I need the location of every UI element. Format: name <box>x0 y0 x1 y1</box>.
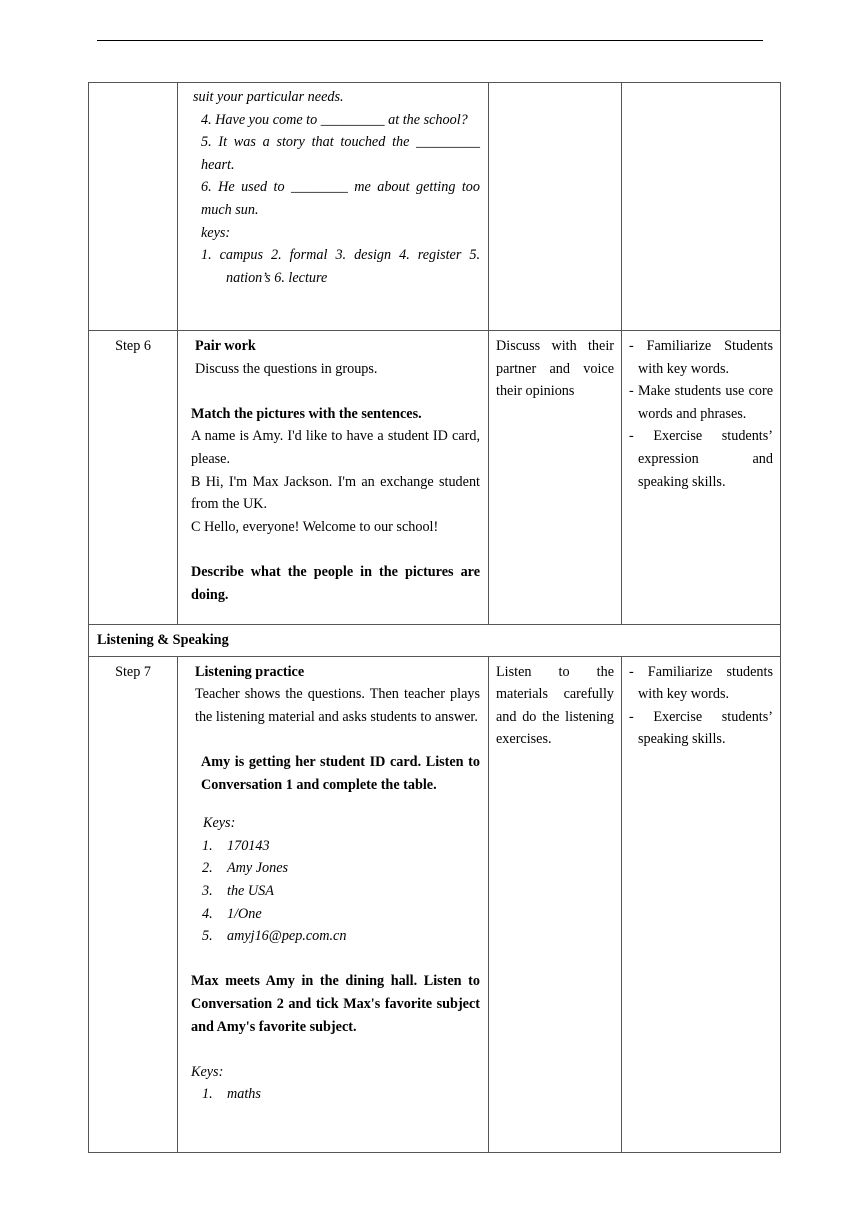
key-item: 3. the USA <box>202 882 274 899</box>
keys-label: keys: <box>201 224 231 241</box>
header-rule <box>97 40 763 41</box>
key-item: 5. amyj16@pep.com.cn <box>202 928 347 945</box>
activity-intro: Teacher shows the questions. Then teacher plays the listening material and asks students to answer. <box>195 686 480 725</box>
objective-cell <box>622 656 781 1152</box>
table-row <box>89 83 781 331</box>
sentence-item: A name is Amy. I'd like to have a student ID card, please. <box>191 428 480 467</box>
key-item: 1. 170143 <box>202 837 270 854</box>
step-label: Step 7 <box>89 656 178 1152</box>
exercise-item: 4. Have you come to _________ at the school? <box>201 111 468 128</box>
step-label: Step 6 <box>89 331 178 625</box>
task-heading: Describe what the people in the pictures are doing. <box>191 563 480 603</box>
sentence-item: B Hi, I'm Max Jackson. I'm an exchange student from the UK. <box>191 473 480 513</box>
activity-cell <box>178 83 489 331</box>
objective-item: - Exercise students’ speaking skills. <box>629 708 773 748</box>
exercise-item: 5. It was a story that touched the _________ heart. <box>201 134 480 173</box>
activity-line: suit your particular needs. <box>193 89 344 105</box>
activity-heading: Pair work <box>195 338 256 354</box>
objective-item: - Familiarize Students with key words. <box>629 338 773 377</box>
section-title: Listening & Speaking <box>89 625 781 657</box>
key-item: 2. Amy Jones <box>202 860 289 877</box>
objective-item: - Make students use core words and phrases. <box>629 383 773 422</box>
student-activity-cell: Discuss with their partner and voice their opinions <box>489 331 622 625</box>
task-heading: Amy is getting her student ID card. Listen to Conversation 1 and complete the table. <box>201 753 480 793</box>
activity-intro: Discuss the questions in groups. <box>195 360 378 377</box>
objective-cell <box>622 83 781 331</box>
step-cell <box>89 83 178 331</box>
key-item: 1. maths <box>202 1086 261 1103</box>
table-row <box>89 331 781 625</box>
objective-item: - Exercise students’ expression and speaking skills. <box>629 428 773 490</box>
sentence-item: C Hello, everyone! Welcome to our school! <box>191 518 439 535</box>
student-activity-cell: Listen to the materials carefully and do the listening exercises. <box>489 656 622 1152</box>
task-heading: Match the pictures with the sentences. <box>191 405 422 422</box>
activity-heading: Listening practice <box>195 663 305 680</box>
keys-answers: 1. campus 2. formal 3. design 4. register 5. nation’s 6. lecture <box>201 247 480 286</box>
exercise-item: 6. He used to ________ me about getting too much sun. <box>201 179 480 218</box>
lesson-plan-table <box>88 82 781 1153</box>
key-item: 4. 1/One <box>202 905 262 922</box>
keys-label: Keys: <box>203 815 236 832</box>
objective-cell <box>622 331 781 625</box>
objective-item: - Familiarize students with key words. <box>629 663 773 703</box>
table-row <box>89 625 781 657</box>
table-row <box>89 656 781 1152</box>
task-heading: Max meets Amy in the dining hall. Listen to Conversation 2 and tick Max's favorite subject and Amy's favorite subject. <box>191 973 480 1035</box>
student-activity-cell <box>489 83 622 331</box>
keys-label: Keys: <box>191 1063 224 1080</box>
activity-cell <box>178 656 489 1152</box>
activity-cell <box>178 331 489 625</box>
